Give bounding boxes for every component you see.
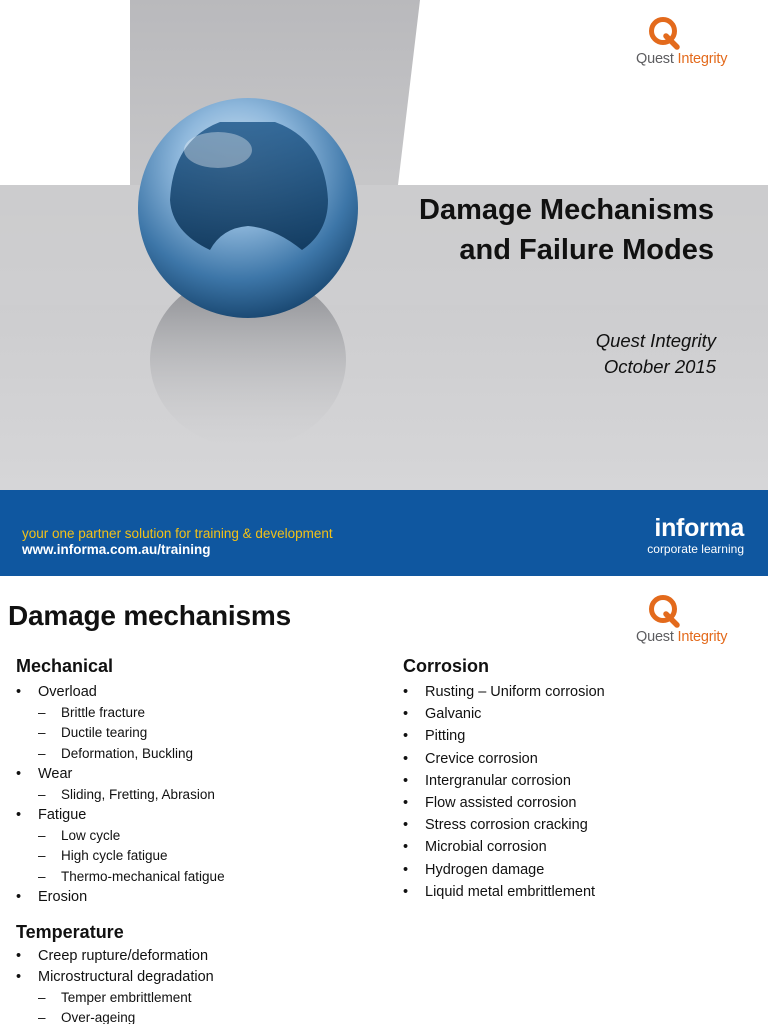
list-item: • Stress corrosion cracking xyxy=(403,814,605,836)
quest-q-logo-icon xyxy=(648,594,682,628)
sub-list xyxy=(38,785,225,805)
list-item: • Liquid metal embrittlement xyxy=(403,881,605,903)
logo-word-quest: Quest xyxy=(636,51,674,67)
mechanical-heading: Mechanical xyxy=(16,656,114,676)
item-label: Overload xyxy=(38,684,97,700)
logo-word-integrity: Integrity xyxy=(677,629,728,645)
quest-integrity-logo xyxy=(636,594,766,650)
list-item: • Intergranular corrosion xyxy=(403,770,605,792)
sub-list-item: – Deformation, Buckling xyxy=(38,744,225,764)
content-slide xyxy=(0,576,768,1024)
footer-tagline: your one partner solution for training & development xyxy=(22,526,333,541)
corrosion-heading: Corrosion xyxy=(403,656,490,676)
temperature-heading: Temperature xyxy=(16,922,124,942)
item-label: Microstructural degradation xyxy=(38,968,214,985)
title-line-1: Damage Mechanisms xyxy=(419,194,714,226)
informa-footer-band xyxy=(0,490,768,576)
title-slide xyxy=(0,0,768,490)
list-item: • Galvanic xyxy=(403,703,605,725)
list-item: • Flow assisted corrosion xyxy=(403,792,605,814)
quest-q-logo-icon xyxy=(648,16,682,50)
list-item xyxy=(16,805,225,887)
item-label: Fatigue xyxy=(38,807,87,824)
logo-wordmark xyxy=(636,51,727,67)
title-line-2: and Failure Modes xyxy=(459,234,714,266)
list-item: • Pitting xyxy=(403,725,605,747)
mechanical-list xyxy=(16,682,225,908)
informa-wordmark: informa xyxy=(654,514,744,542)
sub-list-item: – Thermo-mechanical fatigue xyxy=(38,867,225,887)
sub-list-item: – Brittle fracture xyxy=(38,703,225,723)
sub-list xyxy=(38,703,225,764)
list-item: • Crevice corrosion xyxy=(403,748,605,770)
temperature-list xyxy=(16,946,214,1024)
footer-url-link[interactable]: www.informa.com.au/training xyxy=(22,542,211,557)
list-item xyxy=(16,764,225,805)
presentation-subtitle xyxy=(596,328,716,380)
presentation-title xyxy=(419,190,714,270)
sub-list-item: – Over-ageing xyxy=(38,1008,214,1024)
sub-list-item: – Temper embrittlement xyxy=(38,988,214,1008)
subtitle-author: Quest Integrity xyxy=(595,330,716,351)
item-label: Wear xyxy=(38,766,73,783)
informa-subtitle: corporate learning xyxy=(647,542,744,556)
subtitle-date: October 2015 xyxy=(603,356,716,377)
informa-logo xyxy=(647,514,744,556)
sub-list xyxy=(38,826,225,887)
list-item: • Hydrogen damage xyxy=(403,859,605,881)
quest-integrity-logo xyxy=(636,16,766,72)
item-label: Erosion xyxy=(38,889,88,906)
sub-list-item: – High cycle fatigue xyxy=(38,846,225,866)
corrosion-list xyxy=(403,681,605,903)
sub-list xyxy=(38,988,214,1024)
list-item xyxy=(16,946,214,967)
list-item xyxy=(16,887,225,908)
logo-wordmark xyxy=(636,629,727,645)
sub-list-item: – Ductile tearing xyxy=(38,723,225,743)
item-label: Creep rupture/deformation xyxy=(38,948,209,964)
list-item: • Microbial corrosion xyxy=(403,836,605,858)
logo-word-integrity: Integrity xyxy=(677,51,728,67)
slide-title: Damage mechanisms xyxy=(8,600,291,631)
sub-list-item: – Sliding, Fretting, Abrasion xyxy=(38,785,225,805)
list-item xyxy=(16,682,225,764)
list-item: • Rusting – Uniform corrosion xyxy=(403,681,605,703)
sub-list-item: – Low cycle xyxy=(38,826,225,846)
logo-word-quest: Quest xyxy=(636,629,674,645)
list-item xyxy=(16,967,214,1024)
